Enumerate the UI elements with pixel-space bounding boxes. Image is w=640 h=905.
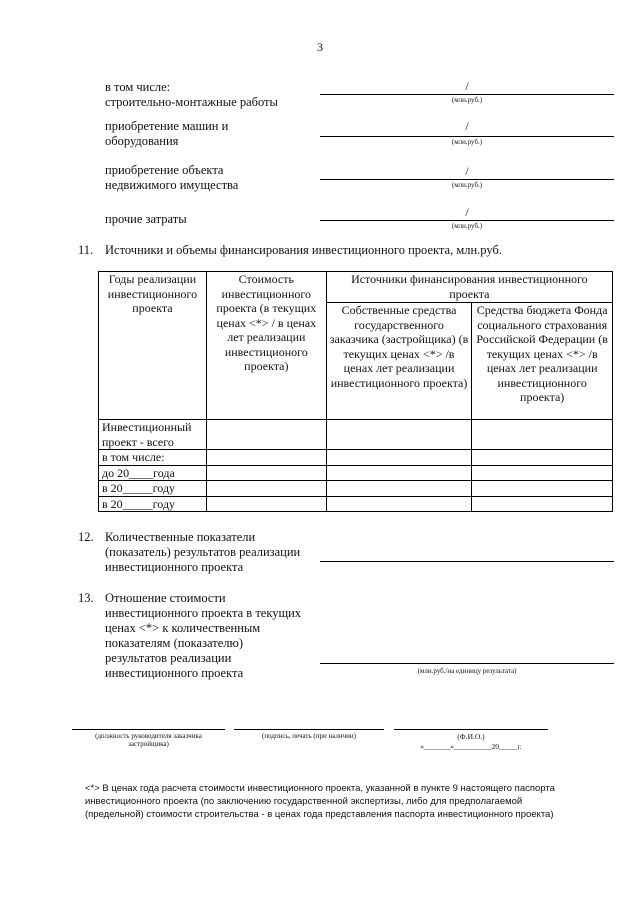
table-cell[interactable]	[206, 465, 326, 481]
page-number: 3	[317, 40, 323, 54]
header-own-funds: Собственные средства государственного заказчика (застройщика) (в текущих ценах <*> /в ценах лет реализации инвестиционного проекта)	[326, 303, 472, 420]
cost-item-value: /	[465, 119, 469, 133]
signature-line	[72, 729, 225, 730]
header-cost: Стоимость инвестиционного проекта (в текущих ценах <*> / в ценах лет реализации инвестиционого проекта)	[206, 272, 326, 420]
cost-item-value: /	[465, 79, 469, 93]
row-label: в 20_____году	[99, 496, 207, 512]
cost-item-value: /	[465, 164, 469, 178]
unit-caption: (млн.руб./на единицу результата)	[417, 667, 517, 675]
fill-line	[320, 179, 614, 180]
fill-line	[320, 136, 614, 137]
unit-caption: (млн.руб.)	[451, 138, 483, 146]
position-caption: (должность руководителя заказчика застройщика)	[95, 732, 202, 748]
row-label: Инвестиционный проект - всего	[99, 420, 207, 450]
cost-item-label: в том числе: строительно-монтажные работы	[105, 80, 278, 109]
table-cell[interactable]	[326, 496, 472, 512]
financing-table	[98, 271, 613, 512]
date-field: «_______»__________20_____г.	[420, 742, 522, 751]
section-title: Источники и объемы финансирования инвестиционного проекта, млн.руб.	[105, 243, 502, 257]
signature-line	[234, 729, 384, 730]
table-cell[interactable]	[472, 496, 613, 512]
table-cell[interactable]	[206, 496, 326, 512]
table-cell[interactable]	[326, 465, 472, 481]
section-number: 13.	[78, 591, 94, 605]
table-cell[interactable]	[326, 450, 472, 466]
footnote: <*> В ценах года расчета стоимости инвестиционного проекта, указанной в пункте 9 настоящего паспорта инвестиционного проекта (по заключению государственной экспертизы, либо для предполагаемой (предельной) стоимости строительства - в ценах года представления паспорта инвестиционного проекта)	[85, 783, 555, 820]
section-13-label: Отношение стоимости инвестиционного проекта в текущих ценах <*> к количественным показателям (показателю) результатов реализации инвестиционного проекта	[105, 591, 302, 680]
section-number: 11.	[78, 243, 94, 257]
table-cell[interactable]	[472, 420, 613, 450]
cost-item-label: прочие затраты	[105, 212, 187, 226]
fill-line	[320, 94, 614, 95]
cost-item-label: приобретение машин и оборудования	[105, 119, 229, 148]
row-label: в 20_____году	[99, 481, 207, 497]
sign-caption: (подпись, печать (при наличии)	[262, 732, 356, 740]
unit-caption: (млн.руб.)	[451, 181, 483, 189]
header-years: Годы реализации инвестиционного проекта	[99, 272, 207, 420]
fill-line	[320, 663, 614, 664]
signature-line	[394, 729, 548, 730]
fill-line	[320, 220, 614, 221]
unit-caption: (млн.руб.)	[451, 96, 483, 104]
table-cell[interactable]	[326, 481, 472, 497]
cost-item-value: /	[465, 205, 469, 219]
unit-caption: (млн.руб.)	[451, 222, 483, 230]
table-cell[interactable]	[206, 420, 326, 450]
header-budget-funds: Средства бюджета Фонда социального страхования Российской Федерации (в текущих ценах <*> /в ценах лет реализации инвестиционного проекта)	[472, 303, 613, 420]
header-sources: Источники финансирования инвестиционного проекта	[326, 272, 612, 303]
fio-caption: (Ф.И.О.)	[457, 732, 485, 741]
table-cell[interactable]	[472, 450, 613, 466]
row-label: в том числе:	[99, 450, 207, 466]
row-label: до 20____года	[99, 465, 207, 481]
section-12-label: Количественные показатели (показатель) результатов реализации инвестиционного проекта	[105, 530, 301, 574]
cost-item-label: приобретение объекта недвижимого имущества	[105, 163, 239, 192]
section-number: 12.	[78, 530, 94, 544]
table-cell[interactable]	[326, 420, 472, 450]
table-cell[interactable]	[206, 481, 326, 497]
table-cell[interactable]	[472, 465, 613, 481]
table-cell[interactable]	[472, 481, 613, 497]
table-cell[interactable]	[206, 450, 326, 466]
fill-line	[320, 561, 614, 562]
